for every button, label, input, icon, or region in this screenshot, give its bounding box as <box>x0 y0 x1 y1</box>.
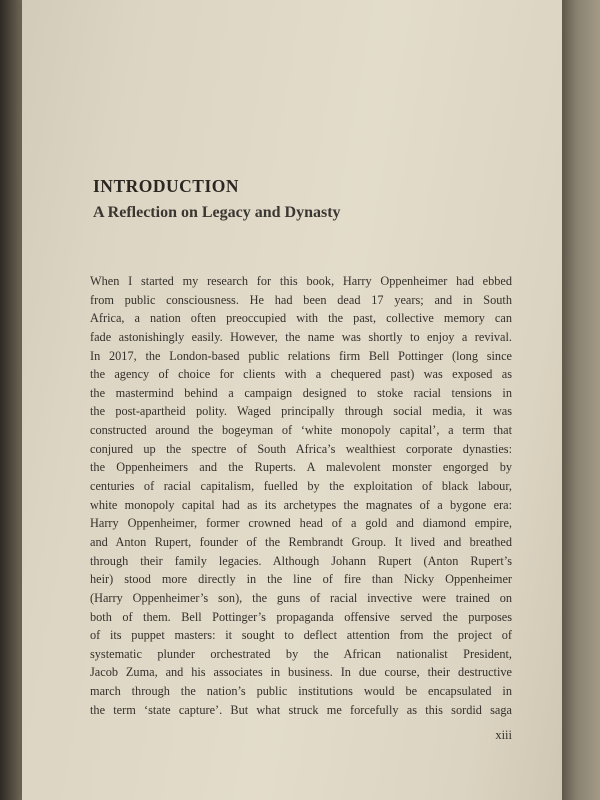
text-line: Jacob Zuma, and his associates in business. In due course, their destructive <box>90 665 512 680</box>
text-line: the Oppenheimers and the Ruperts. A malevolent monster engorged by <box>90 460 512 475</box>
text-line: fade astonishingly easily. However, the name was shortly to enjoy a revival. <box>90 329 512 344</box>
text-line: systematic plunder orchestrated by the African nationalist President, <box>90 646 512 661</box>
text-line: In 2017, the London-based public relations firm Bell Pottinger (long since <box>90 348 512 363</box>
text-line: and Anton Rupert, founder of the Rembrandt Group. It lived and breathed <box>90 534 512 549</box>
text-line: constructed around the bogeyman of ‘white monopoly capital’, a term that <box>90 423 512 438</box>
text-line: Harry Oppenheimer, former crowned head of a gold and diamond empire, <box>90 516 512 531</box>
body-paragraph <box>90 272 512 719</box>
text-line: the post-apartheid polity. Waged principally through social media, it was <box>90 404 512 419</box>
page-edge <box>562 0 600 800</box>
chapter-subheading: A Reflection on Legacy and Dynasty <box>93 204 341 221</box>
text-line: Africa, a nation often preoccupied with the past, collective memory can <box>90 311 512 326</box>
text-line: of its puppet masters: it sought to deflect attention from the project of <box>90 628 512 643</box>
text-line: centuries of racial capitalism, fuelled by the exploitation of black labour, <box>90 479 512 494</box>
text-line: the term ‘state capture’. But what struck me forcefully as this sordid saga <box>90 702 512 717</box>
text-line: conjured up the spectre of South Africa’s wealthiest corporate dynasties: <box>90 441 512 456</box>
text-line: march through the nation’s public institutions would be encapsulated in <box>90 684 512 699</box>
text-line: from public consciousness. He had been dead 17 years; and in South <box>90 292 512 307</box>
text-line: (Harry Oppenheimer’s son), the guns of racial invective were trained on <box>90 590 512 605</box>
text-line: through their family legacies. Although Johann Rupert (Anton Rupert’s <box>90 553 512 568</box>
text-line: white monopoly capital had as its archetypes the magnates of a bygone era: <box>90 497 512 512</box>
text-line: both of them. Bell Pottinger’s propaganda offensive served the purposes <box>90 609 512 624</box>
text-line: the agency of choice for clients with a chequered past) was exposed as <box>90 367 512 382</box>
chapter-heading: INTRODUCTION <box>93 176 240 196</box>
page-number: xiii <box>495 728 512 742</box>
text-line: heir) stood more directly in the line of fire than Nicky Oppenheimer <box>90 572 512 587</box>
text-line: When I started my research for this book, Harry Oppenheimer had ebbed <box>90 274 512 288</box>
text-line: the mastermind behind a campaign designed to stoke racial tensions in <box>90 385 512 400</box>
